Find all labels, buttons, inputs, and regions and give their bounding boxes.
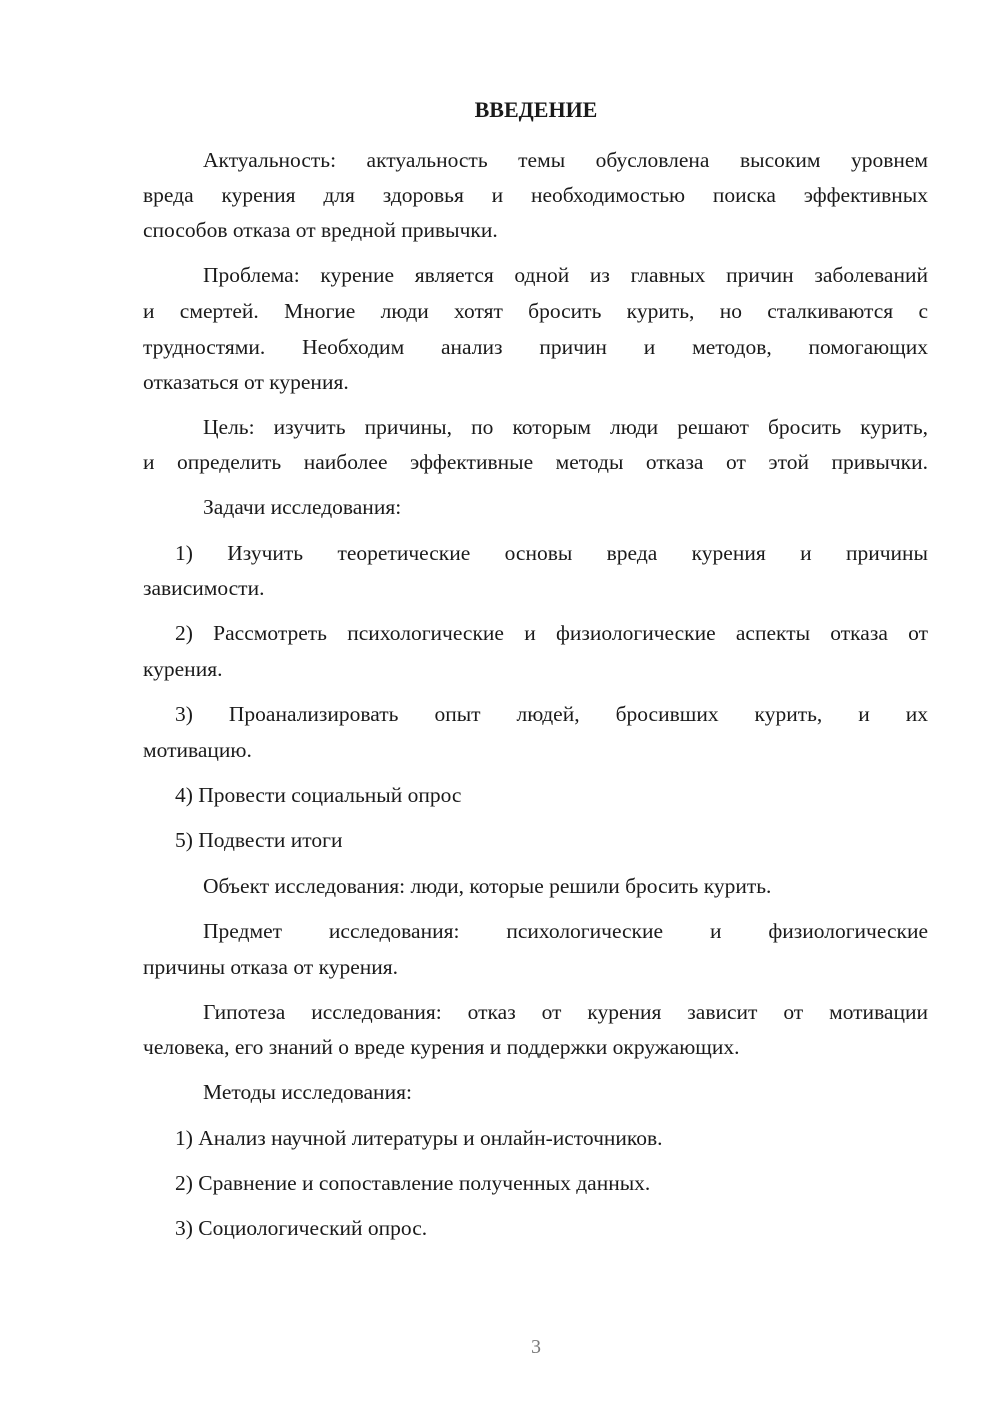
list-item: 1) Анализ научной литературы и онлайн-источников. — [175, 1126, 663, 1150]
list-item: 2) Рассмотреть психологические и физиологические аспекты отказа от — [175, 621, 928, 645]
text-line: курения. — [143, 657, 223, 681]
text-line: Объект исследования: люди, которые решили бросить курить. — [203, 874, 772, 898]
text-line: Методы исследования: — [203, 1080, 412, 1104]
text-line: человека, его знаний о вреде курения и поддержки окружающих. — [143, 1035, 740, 1059]
section-title: ВВЕДЕНИЕ — [474, 97, 598, 122]
list-item: 1) Изучить теоретические основы вреда курения и причины — [175, 541, 928, 565]
text-line: причины отказа от курения. — [143, 955, 399, 979]
text-line: отказаться от курения. — [143, 370, 349, 394]
text-line: способов отказа от вредной привычки. — [143, 218, 498, 242]
text-line: мотивацию. — [143, 738, 252, 762]
text-line: Задачи исследования: — [203, 495, 402, 519]
text-line: вреда курения для здоровья и необходимостью поиска эффективных — [143, 183, 928, 207]
list-item: 4) Провести социальный опрос — [175, 783, 462, 807]
text-line: и определить наиболее эффективные методы отказа от этой привычки. — [143, 450, 928, 474]
list-item: 2) Сравнение и сопоставление полученных данных. — [175, 1171, 651, 1195]
list-item: 5) Подвести итоги — [175, 828, 343, 852]
text-line: Актуальность: актуальность темы обусловлена высоким уровнем — [203, 148, 928, 172]
text-line: Предмет исследования: психологические и физиологические — [203, 919, 928, 943]
page-number: 3 — [531, 1336, 541, 1358]
text-line: зависимости. — [143, 576, 265, 600]
list-item: 3) Социологический опрос. — [175, 1216, 428, 1240]
text-line: Гипотеза исследования: отказ от курения зависит от мотивации — [203, 1000, 928, 1024]
list-item: 3) Проанализировать опыт людей, бросивших курить, и их — [175, 702, 928, 726]
text-line: трудностями. Необходим анализ причин и методов, помогающих — [143, 335, 928, 359]
text-line: Цель: изучить причины, по которым люди решают бросить курить, — [203, 415, 928, 439]
text-line: Проблема: курение является одной из главных причин заболеваний — [203, 263, 928, 287]
text-line: и смертей. Многие люди хотят бросить курить, но сталкиваются с — [143, 299, 928, 323]
